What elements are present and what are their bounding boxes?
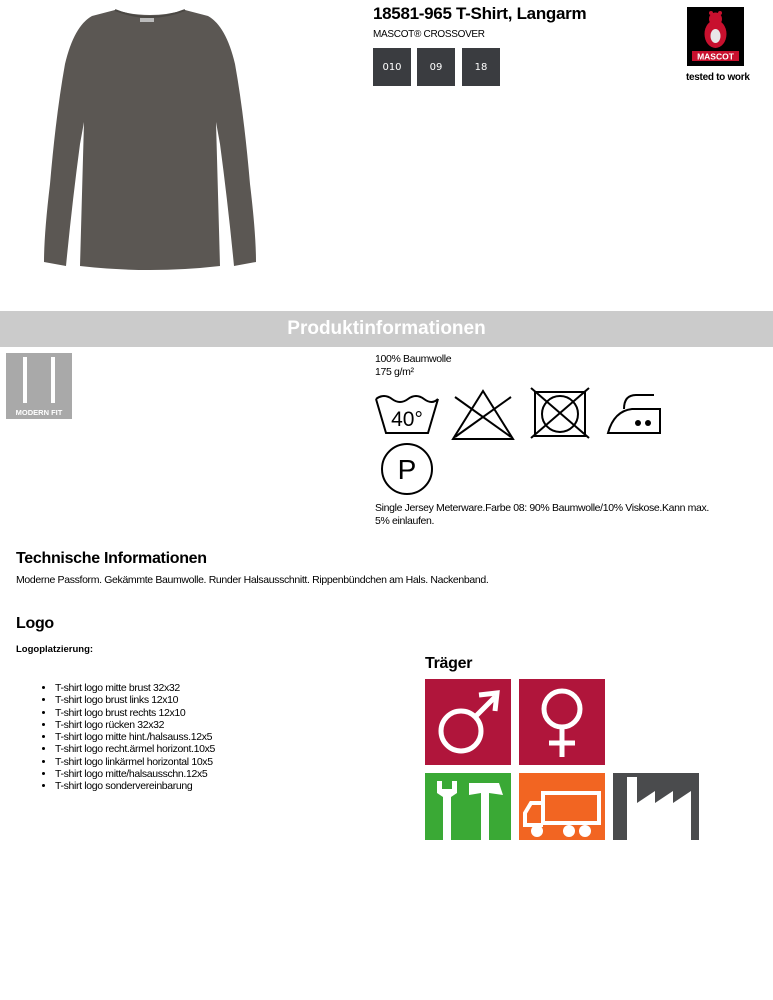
modern-fit-badge — [6, 353, 72, 419]
product-title: 18581-965 T-Shirt, Langarm — [373, 4, 587, 23]
list-item: • T-shirt logo mitte/halsausschn.12x5 — [55, 768, 215, 780]
wearer-heading: Träger — [425, 655, 473, 672]
factory-icon — [613, 773, 699, 840]
list-item: • T-shirt logo brust rechts 12x10 — [55, 707, 215, 719]
product-collection: MASCOT® CROSSOVER — [373, 29, 485, 40]
section-bar-produktinformationen: Produktinformationen — [0, 311, 773, 347]
female-icon — [519, 679, 605, 765]
fit-bar-left — [23, 357, 27, 403]
dry-clean-letter: P — [397, 454, 417, 485]
technical-info-heading: Technische Informationen — [16, 550, 207, 567]
list-item: • T-shirt logo sondervereinbarung — [55, 780, 215, 792]
iron-medium-icon — [606, 389, 666, 439]
male-icon — [425, 679, 511, 765]
material-text: 100% Baumwolle — [375, 353, 452, 365]
wash-temp-label: 40° — [391, 408, 423, 431]
list-item: • T-shirt logo mitte brust 32x32 — [55, 682, 215, 694]
size-box-18: 18 — [462, 48, 500, 86]
mascot-logo-text: MASCOT — [697, 51, 734, 62]
brand-tagline: tested to work — [686, 72, 750, 83]
no-tumble-dry-icon — [529, 386, 591, 440]
weight-text: 175 g/m² — [375, 366, 414, 378]
professional-cleaning-p-icon — [380, 442, 434, 496]
fit-bar-right — [51, 357, 55, 403]
mascot-logo — [687, 7, 744, 66]
size-box-010: 010 — [373, 48, 411, 86]
list-item: • T-shirt logo recht.ärmel horizont.10x5 — [55, 743, 215, 755]
tools-icon — [425, 773, 511, 840]
list-item: • T-shirt logo linkärmel horizontal 10x5 — [55, 756, 215, 768]
logo-placement-label: Logoplatzierung: — [16, 644, 94, 655]
product-description: Single Jersey Meterware.Farbe 08: 90% Baumwolle/10% Viskose.Kann max. 5% einlaufen. — [375, 502, 709, 527]
technical-info-text: Moderne Passform. Gekämmte Baumwolle. Runder Halsausschnitt. Rippenbündchen am Hals. Nackenband. — [16, 574, 489, 586]
logo-heading: Logo — [16, 615, 54, 632]
truck-icon — [519, 773, 605, 840]
logo-placement-list — [16, 682, 215, 793]
fit-label: MODERN FIT — [15, 408, 63, 417]
list-item: • T-shirt logo mitte hint./halsauss.12x5 — [55, 731, 215, 743]
product-image-tshirt — [30, 4, 270, 270]
size-box-09: 09 — [417, 48, 455, 86]
wash-40-icon — [374, 389, 440, 439]
list-item: • T-shirt logo rücken 32x32 — [55, 719, 215, 731]
no-bleach-icon — [451, 389, 515, 441]
list-item: • T-shirt logo brust links 12x10 — [55, 694, 215, 706]
